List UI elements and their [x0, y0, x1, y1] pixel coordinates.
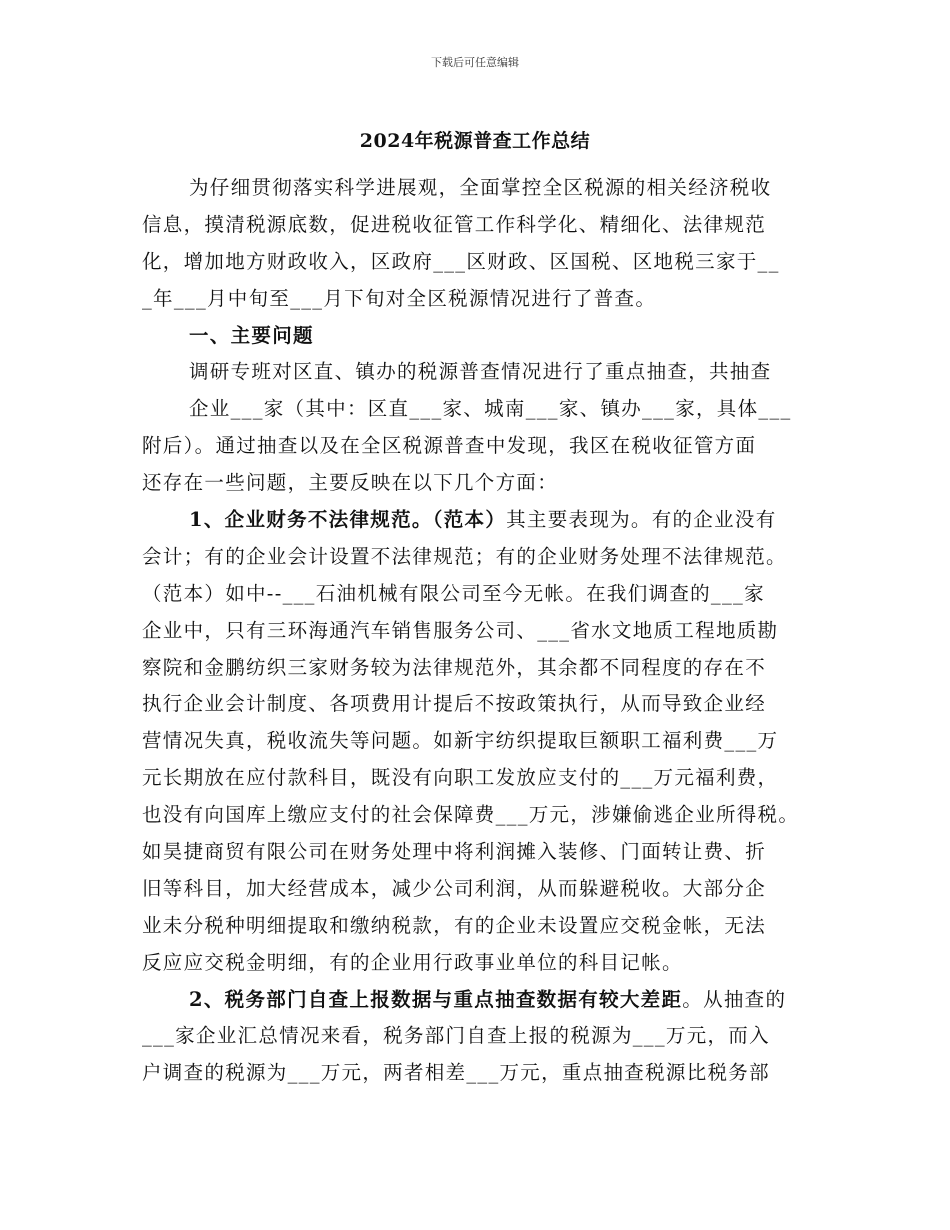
- paragraph-line: 如昊捷商贸有限公司在财务处理中将利润摊入装修、门面转让费、折: [142, 840, 767, 864]
- paragraph-line: 元长期放在应付款科目，既没有向职工发放应支付的___万元福利费，: [142, 766, 779, 790]
- paragraph-line: 执行企业会计制度、各项费用计提后不按政策执行，从而导致企业经: [142, 692, 767, 716]
- paragraph-line: [142, 502, 812, 539]
- paragraph-line: ___家企业汇总情况来看，税务部门自查上报的税源为___万元，而入: [142, 1024, 770, 1048]
- subsection-heading: 1、企业财务不法律规范。（范本）: [189, 508, 507, 532]
- paragraph-line: 旧等科目，加大经营成本，减少公司利润，从而躲避税收。大部分企: [142, 876, 767, 900]
- paragraph-line: 附后）。通过抽查以及在全区税源普查中发现，我区在税收征管方面: [142, 434, 757, 458]
- document-title: 2024年税源普查工作总结: [359, 130, 591, 152]
- paragraph-line: 还存在一些问题，主要反映在以下几个方面：: [142, 471, 559, 495]
- paragraph-line: 为仔细贯彻落实科学进展观，全面掌控全区税源的相关经济税收: [189, 176, 772, 199]
- paragraph-line: 户调查的税源为___万元，两者相差___万元，重点抽查税源比税务部: [142, 1061, 770, 1085]
- paragraph-line: 化，增加地方财政收入，区政府___区财政、区国税、区地税三家于__: [142, 249, 780, 273]
- paragraph-line: （范本）如中--___石油机械有限公司至今无帐。在我们调查的___家: [142, 581, 765, 605]
- section-heading: 一、主要问题: [189, 323, 314, 347]
- subsection-heading: 2、税务部门自查上报数据与重点抽查数据有较大差距: [189, 987, 683, 1011]
- paragraph-line: 企业中，只有三环海通汽车销售服务公司、___省水文地质工程地质勘: [142, 618, 779, 642]
- paragraph-line: 反应应交税金明细，有的企业用行政事业单位的科目记帐。: [142, 950, 683, 974]
- paragraph-line: [142, 982, 812, 1019]
- paragraph-line: 调研专班对区直、镇办的税源普查情况进行了重点抽查，共抽查: [189, 360, 772, 384]
- paragraph-line: 察院和金鹏纺织三家财务较为法律规范外，其余都不同程度的存在不: [142, 655, 767, 679]
- paragraph-text: 。从抽查的: [682, 987, 787, 1011]
- paragraph-line: 会计；有的企业会计设置不法律规范；有的企业财务处理不法律规范。: [142, 544, 787, 568]
- paragraph-line: 营情况失真，税收流失等问题。如新宇纺织提取巨额职工福利费___万: [142, 729, 779, 753]
- paragraph-text: 其主要表现为。有的企业没有: [506, 508, 777, 532]
- header-note: 下载后可任意编辑: [431, 56, 519, 69]
- paragraph-line: 信息，摸清税源底数，促进税收征管工作科学化、精细化、法律规范: [142, 212, 767, 236]
- paragraph-line: 也没有向国库上缴应支付的社会保障费___万元，涉嫌偷逃企业所得税。: [142, 803, 800, 827]
- paragraph-line: _年___月中旬至___月下旬对全区税源情况进行了普查。: [142, 286, 657, 310]
- paragraph-line: 企业___家（其中：区直___家、城南___家、镇办___家，具体___: [189, 397, 792, 421]
- paragraph-line: 业未分税种明细提取和缴纳税款，有的企业未设置应交税金帐，无法: [142, 913, 767, 937]
- document-body: [142, 170, 812, 1092]
